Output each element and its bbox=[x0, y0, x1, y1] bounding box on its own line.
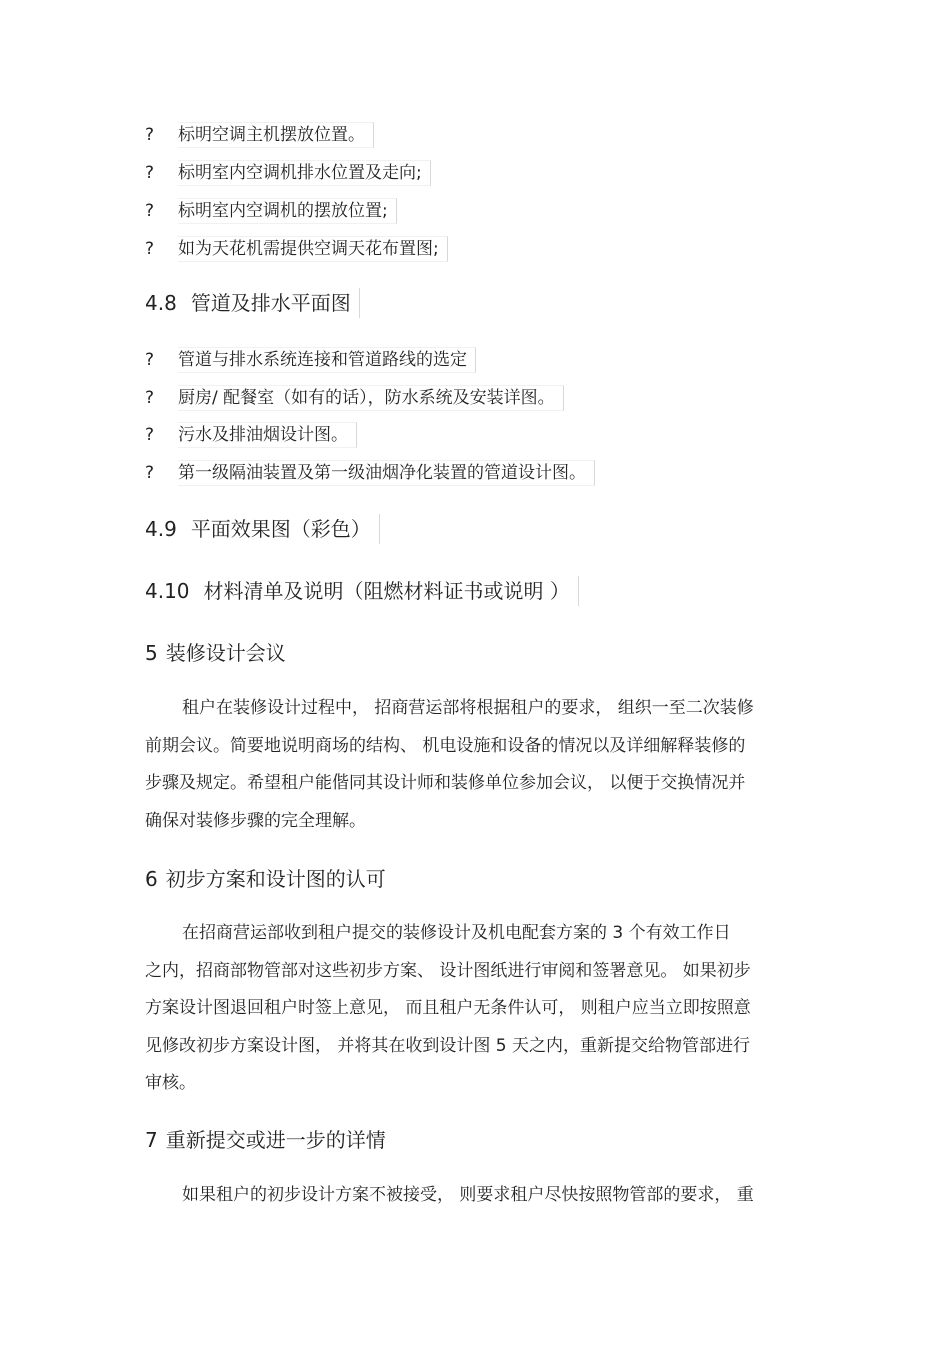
section-title: 初步方案和设计图的认可 bbox=[165, 867, 386, 891]
bullet-mark: ? bbox=[145, 425, 155, 445]
paragraph-line: 之内，招商部物管部对这些初步方案、 设计图纸进行审阅和签署意见。 如果初步 bbox=[145, 960, 751, 981]
section-heading bbox=[145, 864, 386, 894]
section-number: 4.10 bbox=[145, 579, 190, 603]
bullet-mark: ? bbox=[145, 125, 155, 145]
paragraph-line: 在招商营运部收到租户提交的装修设计及机电配套方案的 3 个有效工作日 bbox=[182, 923, 731, 943]
paragraph-line: 前期会议。简要地说明商场的结构、 机电设施和设备的情况以及详细解释装修的 bbox=[145, 735, 746, 756]
paragraph-line: 如果租户的初步设计方案不被接受， 则要求租户尽快按照物管部的要求， 重 bbox=[182, 1185, 754, 1205]
list-item-text: 第一级隔油装置及第一级油烟净化装置的管道设计图。 bbox=[178, 460, 595, 486]
section-heading bbox=[145, 638, 286, 668]
list-item-text: 如为天花机需提供空调天花布置图; bbox=[178, 236, 448, 262]
bullet-mark: ? bbox=[145, 239, 155, 259]
section-number: 5 bbox=[145, 641, 158, 665]
list-item bbox=[145, 347, 476, 373]
section-title: 材料清单及说明（阻燃材料证书或说明 ） bbox=[203, 579, 570, 603]
list-item bbox=[145, 160, 431, 186]
paragraph-line: 审核。 bbox=[145, 1073, 196, 1093]
section-heading bbox=[145, 288, 360, 318]
section-number: 6 bbox=[145, 867, 158, 891]
bullet-mark: ? bbox=[145, 163, 155, 183]
section-heading bbox=[145, 1125, 386, 1155]
section-title: 装修设计会议 bbox=[165, 641, 286, 665]
bullet-mark: ? bbox=[145, 201, 155, 221]
list-item bbox=[145, 122, 374, 148]
section-heading bbox=[145, 576, 579, 606]
paragraph-line: 确保对装修步骤的完全理解。 bbox=[145, 810, 366, 831]
section-title: 重新提交或进一步的详情 bbox=[165, 1128, 386, 1152]
section-title: 平面效果图（彩色） bbox=[190, 517, 371, 541]
paragraph-line: 方案设计图退回租户时签上意见， 而且租户无条件认可， 则租户应当立即按照意 bbox=[145, 998, 751, 1018]
paragraph bbox=[145, 690, 805, 840]
paragraph-line: 见修改初步方案设计图， 并将其在收到设计图 5 天之内，重新提交给物管部进行 bbox=[145, 1035, 751, 1056]
bullet-mark: ? bbox=[145, 350, 155, 370]
paragraph bbox=[145, 915, 805, 1103]
section-number: 4.9 bbox=[145, 517, 177, 541]
section-number: 4.8 bbox=[145, 291, 177, 315]
section-heading bbox=[145, 514, 380, 544]
list-item bbox=[145, 198, 397, 224]
section-title: 管道及排水平面图 bbox=[190, 291, 351, 315]
list-item-text: 厨房/ 配餐室（如有的话），防水系统及安装详图。 bbox=[178, 385, 564, 411]
bullet-mark: ? bbox=[145, 388, 155, 408]
list-item bbox=[145, 385, 564, 411]
list-item-text: 标明室内空调机的摆放位置; bbox=[178, 198, 397, 224]
list-item bbox=[145, 236, 448, 262]
list-item bbox=[145, 460, 595, 486]
section-number: 7 bbox=[145, 1128, 158, 1152]
paragraph-line: 租户在装修设计过程中， 招商营运部将根据租户的要求， 组织一至二次装修 bbox=[182, 698, 754, 718]
list-item-text: 污水及排油烟设计图。 bbox=[178, 422, 357, 448]
list-item-text: 管道与排水系统连接和管道路线的选定 bbox=[178, 347, 476, 373]
paragraph-line: 步骤及规定。希望租户能偕同其设计师和装修单位参加会议， 以便于交换情况并 bbox=[145, 773, 746, 793]
bullet-mark: ? bbox=[145, 463, 155, 483]
list-item bbox=[145, 422, 357, 448]
list-item-text: 标明室内空调机排水位置及走向; bbox=[178, 160, 431, 186]
paragraph bbox=[145, 1177, 805, 1215]
list-item-text: 标明空调主机摆放位置。 bbox=[178, 122, 374, 148]
